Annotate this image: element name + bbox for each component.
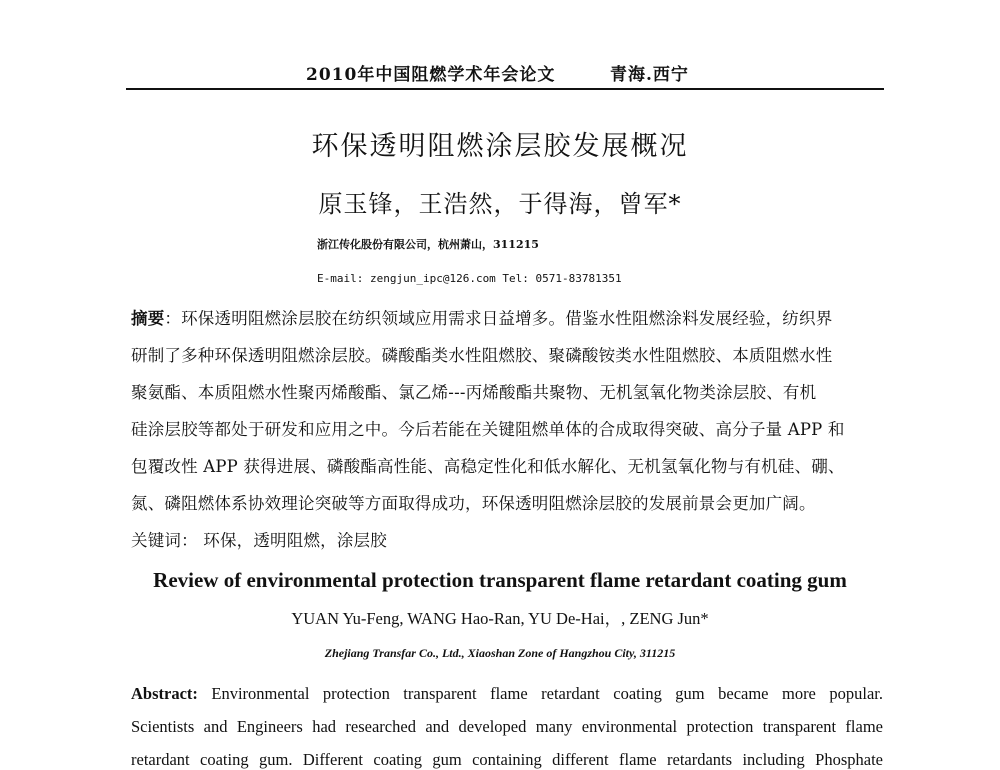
english-title: Review of environmental protection transparent flame retardant coating gum	[153, 568, 847, 592]
paper-title: 环保透明阻燃涂层胶发展概况	[311, 131, 689, 162]
running-header-left: 2010年中国阻燃学术年会论文	[306, 65, 556, 85]
running-header-right: 青海.西宁	[610, 65, 689, 85]
english-authors: YUAN Yu-Feng, WANG Hao-Ran, YU De-Hai，, ZENG Jun*	[291, 609, 709, 628]
abstract-cn-label: 摘要	[131, 309, 165, 328]
abstract-en-line: Scientists and Engineers had researched and developed many environmental protection transparent flame	[131, 717, 883, 736]
abstract-cn-line: 聚氨酯、本质阻燃水性聚丙烯酸酯、氯乙烯---丙烯酸酯共聚物、无机氢氧化物类涂层胶、有机	[131, 383, 817, 402]
abstract-cn-line: 研制了多种环保透明阻燃涂层胶。磷酸酯类水性阻燃胶、聚磷酸铵类水性阻燃胶、本质阻燃水性	[131, 346, 833, 365]
abstract-cn-line: 硅涂层胶等都处于研发和应用之中。今后若能在关键阻燃单体的合成取得突破、高分子量 APP 和	[131, 420, 845, 439]
abstract-en-label: Abstract:	[131, 684, 198, 703]
abstract-en-line: Abstract: Environmental protection transparent flame retardant coating gum became more popular.	[131, 684, 883, 703]
keywords-cn: 关键词： 环保，透明阻燃，涂层胶	[131, 531, 387, 550]
abstract-cn-line: 包覆改性 APP 获得进展、磷酸酯高性能、高稳定性化和低水解化、无机氢氧化物与有机硅、硼、	[131, 457, 845, 476]
contact-info: E-mail: zengjun_ipc@126.com Tel: 0571-83781351	[317, 272, 622, 285]
abstract-cn-line: 氮、磷阻燃体系协效理论突破等方面取得成功，环保透明阻燃涂层胶的发展前景会更加广阔。	[131, 494, 816, 513]
abstract-en-line: retardant coating gum. Different coating gum containing different flame retardants including Phosphate	[131, 750, 883, 769]
abstract-cn-line: 摘要：环保透明阻燃涂层胶在纺织领域应用需求日益增多。借鉴水性阻燃涂料发展经验，纺织界	[131, 309, 833, 328]
english-affiliation: Zhejiang Transfar Co., Ltd., Xiaoshan Zone of Hangzhou City, 311215	[324, 646, 676, 660]
header-rule	[126, 88, 884, 90]
author-list: 原玉锋，王浩然，于得海，曾军*	[318, 190, 682, 218]
affiliation: 浙江传化股份有限公司，杭州萧山，311215	[317, 238, 539, 251]
